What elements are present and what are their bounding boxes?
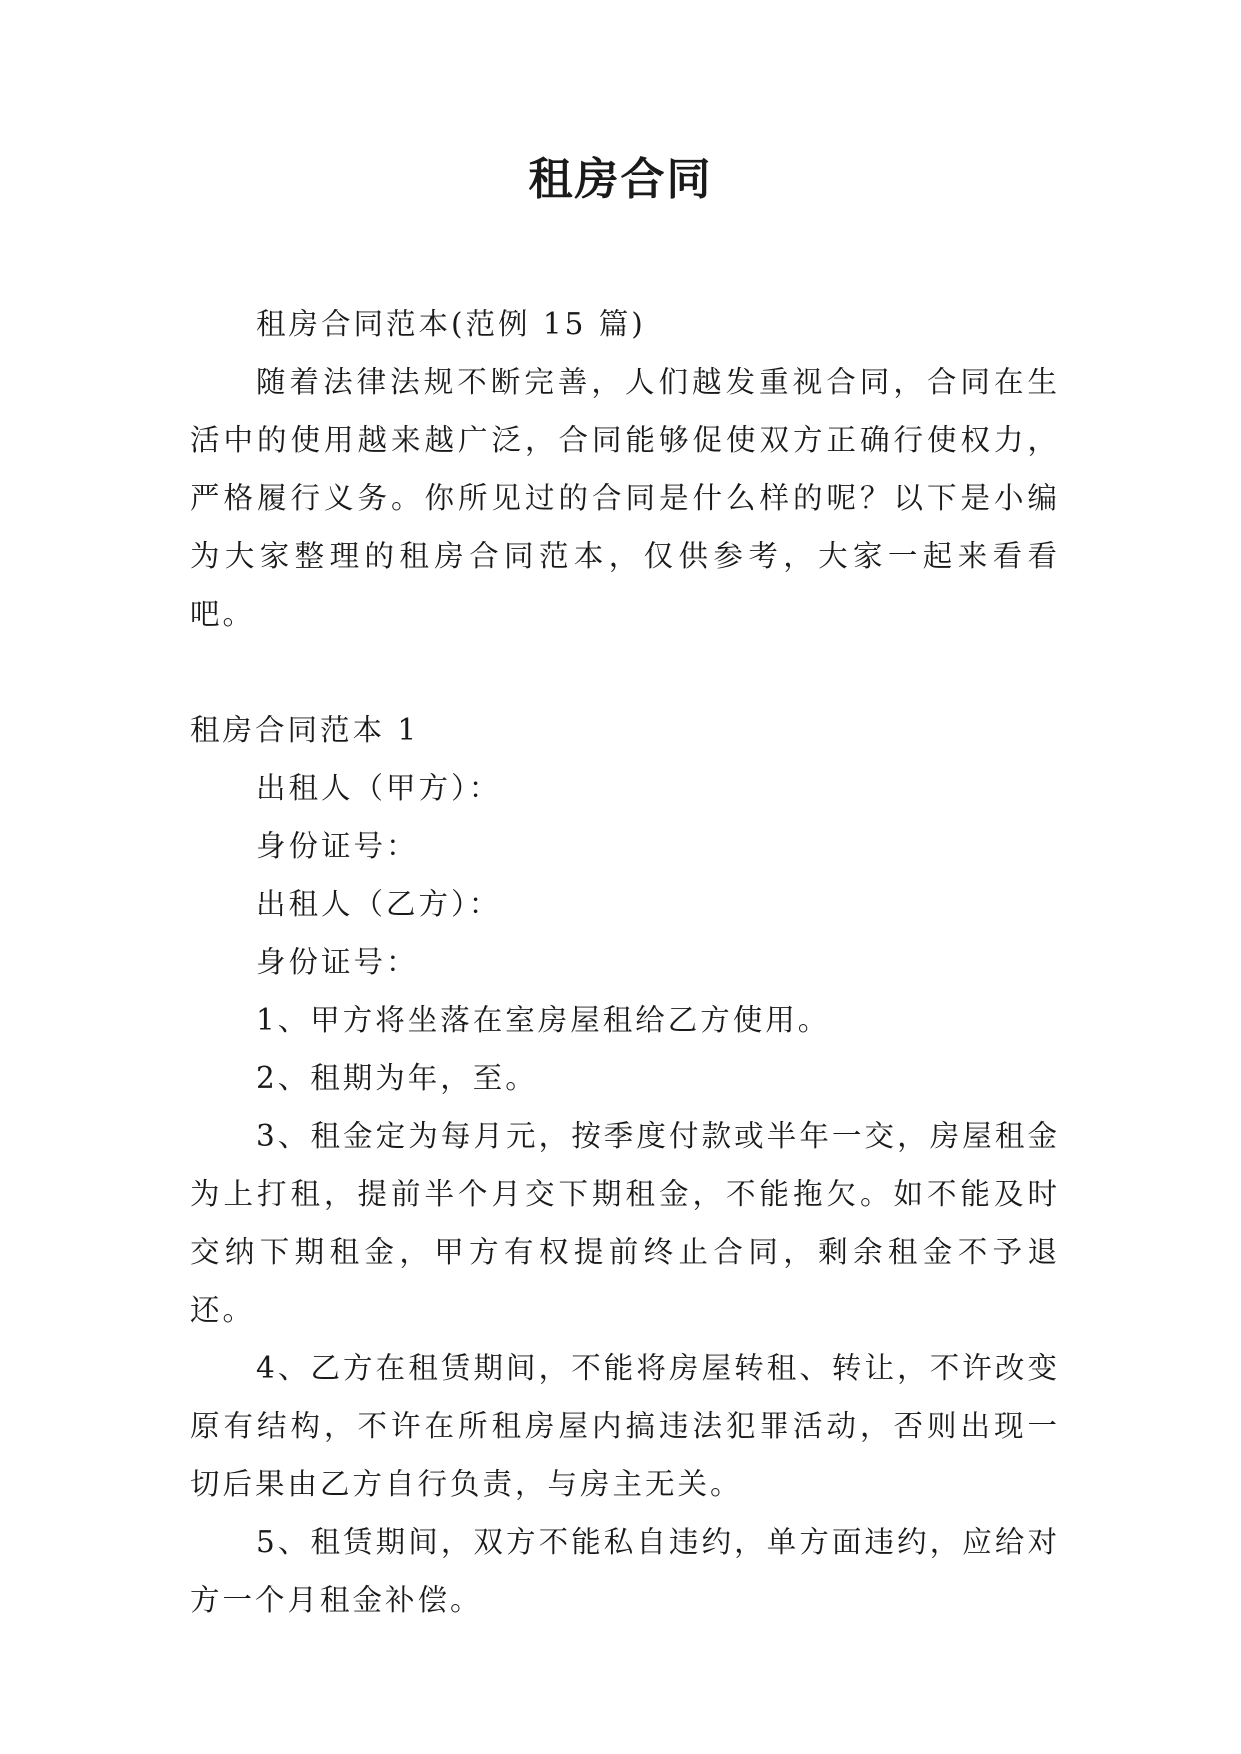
lessee-id-field: 身份证号： (256, 945, 419, 979)
document-subtitle: 租房合同范本(范例 15 篇) (256, 307, 646, 341)
clause-1: 1、甲方将坐落在室房屋租给乙方使用。 (256, 1003, 831, 1037)
lessor-field: 出租人（甲方）： (256, 771, 502, 805)
section-heading: 租房合同范本 1 (190, 713, 420, 747)
clause-3: 3、租金定为每月元，按季度付款或半年一交，房屋租金为上打租，提前半个月交下期租金，不能拖欠。如不能及时交纳下期租金，甲方有权提前终止合同，剩余租金不予退还。 (190, 1119, 1060, 1327)
clause-2: 2、租期为年，至。 (256, 1061, 538, 1095)
lessor-id-field: 身份证号： (256, 829, 419, 863)
document-title: 租房合同 (528, 154, 713, 205)
document-body (190, 295, 1060, 1629)
clause-5: 5、租赁期间，双方不能私自违约，单方面违约，应给对方一个月租金补偿。 (190, 1525, 1060, 1617)
intro-paragraph: 随着法律法规不断完善，人们越发重视合同，合同在生活中的使用越来越广泛，合同能够促使双方正确行使权力，严格履行义务。你所见过的合同是什么样的呢？以下是小编为大家整理的租房合同范本，仅供参考，大家一起来看看吧。 (190, 365, 1060, 631)
lessee-field: 出租人（乙方）： (256, 887, 502, 921)
clause-4: 4、乙方在租赁期间，不能将房屋转租、转让，不许改变原有结构，不许在所租房屋内搞违法犯罪活动，否则出现一切后果由乙方自行负责，与房主无关。 (190, 1351, 1060, 1501)
